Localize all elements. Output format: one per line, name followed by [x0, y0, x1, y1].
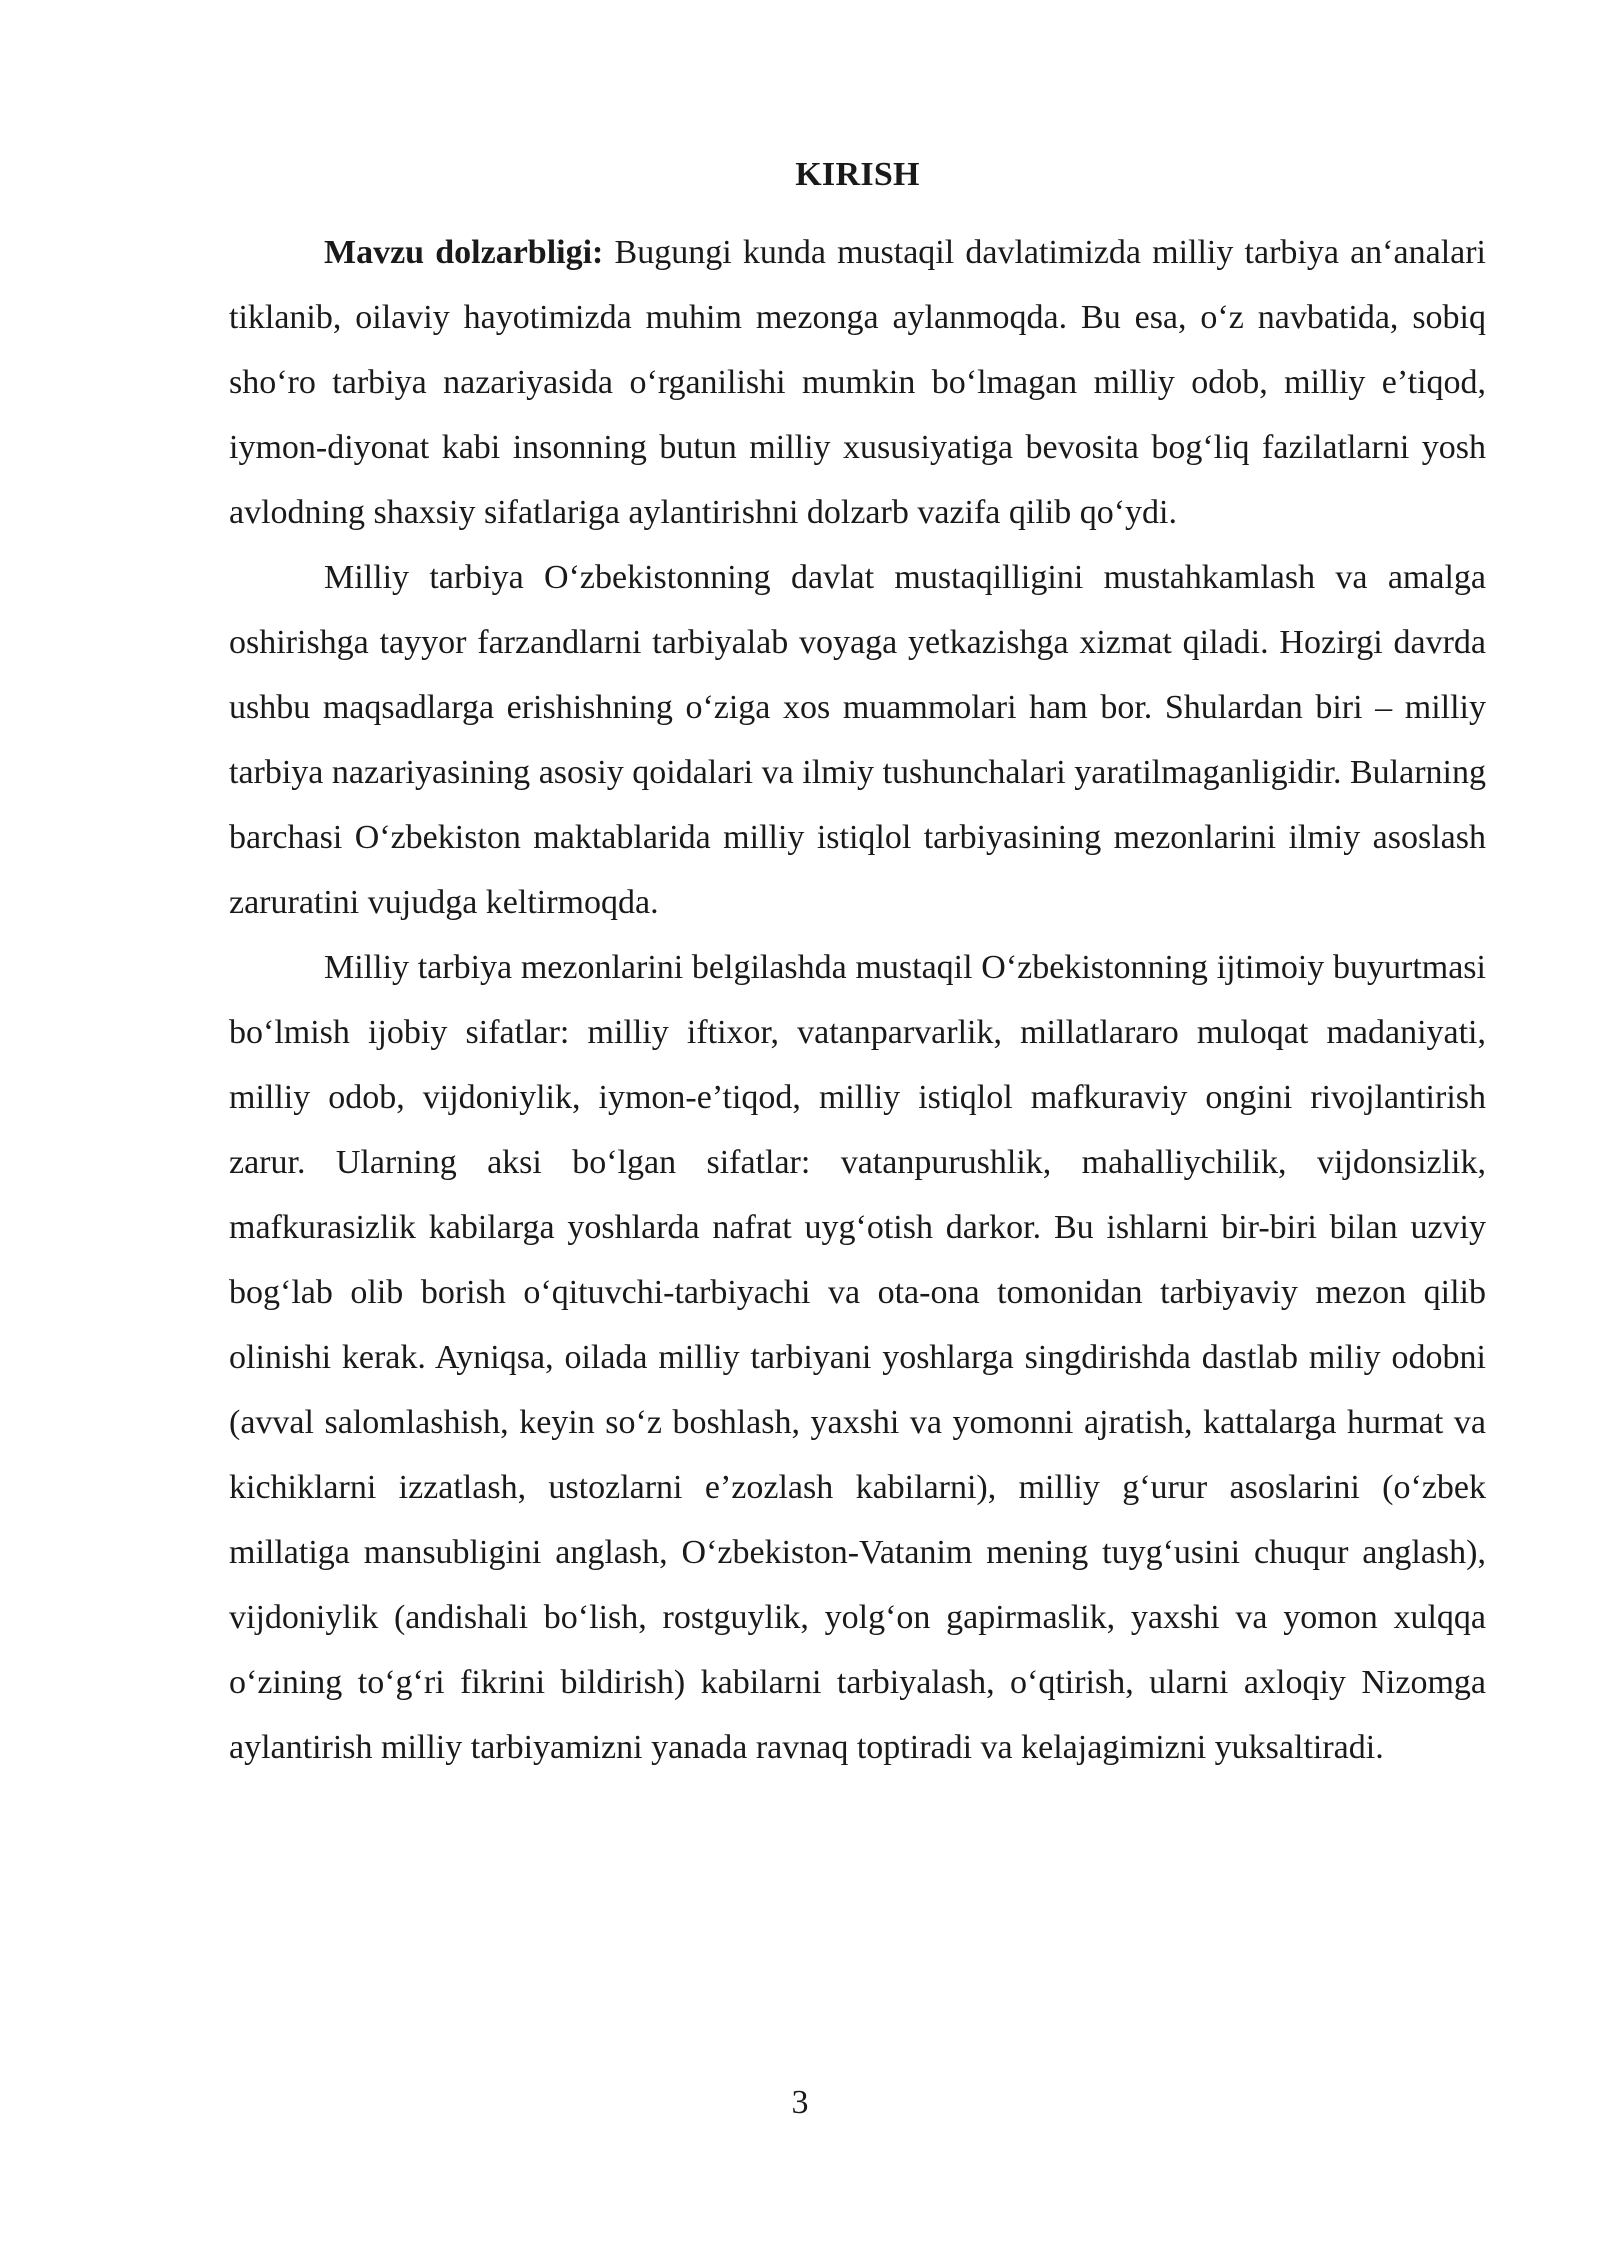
document-page [229, 150, 1486, 1780]
paragraph-national-upbringing [229, 545, 1486, 935]
paragraph-text: Milliy tarbiya mezonlarini belgilashda mustaqil O‘zbekistonning ijtimoiy buyurtmasi bo‘lmish ijobiy sifatlar: milliy iftixor, vatanparvarlik, millatlararo muloqat madaniyati, milliy odob, vijdoniylik, iymon-e’tiqod, milliy istiqlol mafkuraviy ongini rivojlantirish zarur. Ularning aksi bo‘lgan sifatlar: vatanpurushlik, mahalliychilik, vijdonsizlik, mafkurasizlik kabilarga yoshlarda nafrat uyg‘otish darkor. Bu ishlarni bir-biri bilan uzviy bog‘lab olib borish o‘qituvchi-tarbiyachi va ota-ona tomonidan tarbiyaviy mezon qilib olinishi kerak. Ayniqsa, oilada milliy tarbiyani yoshlarga singdirishda dastlab miliy odobni (avval salomlashish, keyin so‘z boshlash, yaxshi va yomonni ajratish, kattalarga hurmat va kichiklarni izzatlash, ustozlarni e’zozlash kabilarni), milliy g‘urur asoslarini (o‘zbek millatiga mansubligini anglash, O‘zbekiston-Vatanim mening tuyg‘usini chuqur anglash), vijdoniylik (andishali bo‘lish, rostguylik, yolg‘on gapirmaslik, yaxshi va yomon xulqqa o‘zining to‘g‘ri fikrini bildirish) kabilarni tarbiyalash, o‘qtirish, ularni axloqiy Nizomga aylantirish milliy tarbiyamizni yanada ravnaq toptiradi va kelajagimizni yuksaltiradi. [229, 949, 1486, 1766]
page-number: 3 [791, 2084, 809, 2121]
paragraph-text: Bugungi kunda mustaqil davlatimizda milliy tarbiya an‘analari tiklanib, oilaviy hayotimizda muhim mezonga aylanmoqda. Bu esa, o‘z navbatida, sobiq sho‘ro tarbiya nazariyasida o‘rganilishi mumkin bo‘lmagan milliy odob, milliy e’tiqod, iymon-diyonat kabi insonning butun milliy xususiyatiga bevosita bog‘liq fazilatlarni yosh avlodning shaxsiy sifatlariga aylantirishni dolzarb vazifa qilib qo‘ydi. [229, 234, 1486, 531]
section-heading: KIRISH [795, 156, 920, 193]
paragraph-text: Milliy tarbiya O‘zbekistonning davlat mustaqilligini mustahkamlash va amalga oshirishga tayyor farzandlarni tarbiyalab voyaga yetkazishga xizmat qiladi. Hozirgi davrda ushbu maqsadlarga erishishning o‘ziga xos muammolari ham bor. Shulardan biri – milliy tarbiya nazariyasining asosiy qoidalari va ilmiy tushunchalari yaratilmaganligidir. Bularning barchasi O‘zbekiston maktablarida milliy istiqlol tarbiyasining mezonlarini ilmiy asoslash zaruratini vujudga keltirmoqda. [229, 559, 1486, 921]
paragraph-relevance [229, 220, 1486, 545]
paragraph-criteria [229, 935, 1486, 1780]
paragraph-label: Mavzu dolzarbligi: [324, 234, 604, 271]
